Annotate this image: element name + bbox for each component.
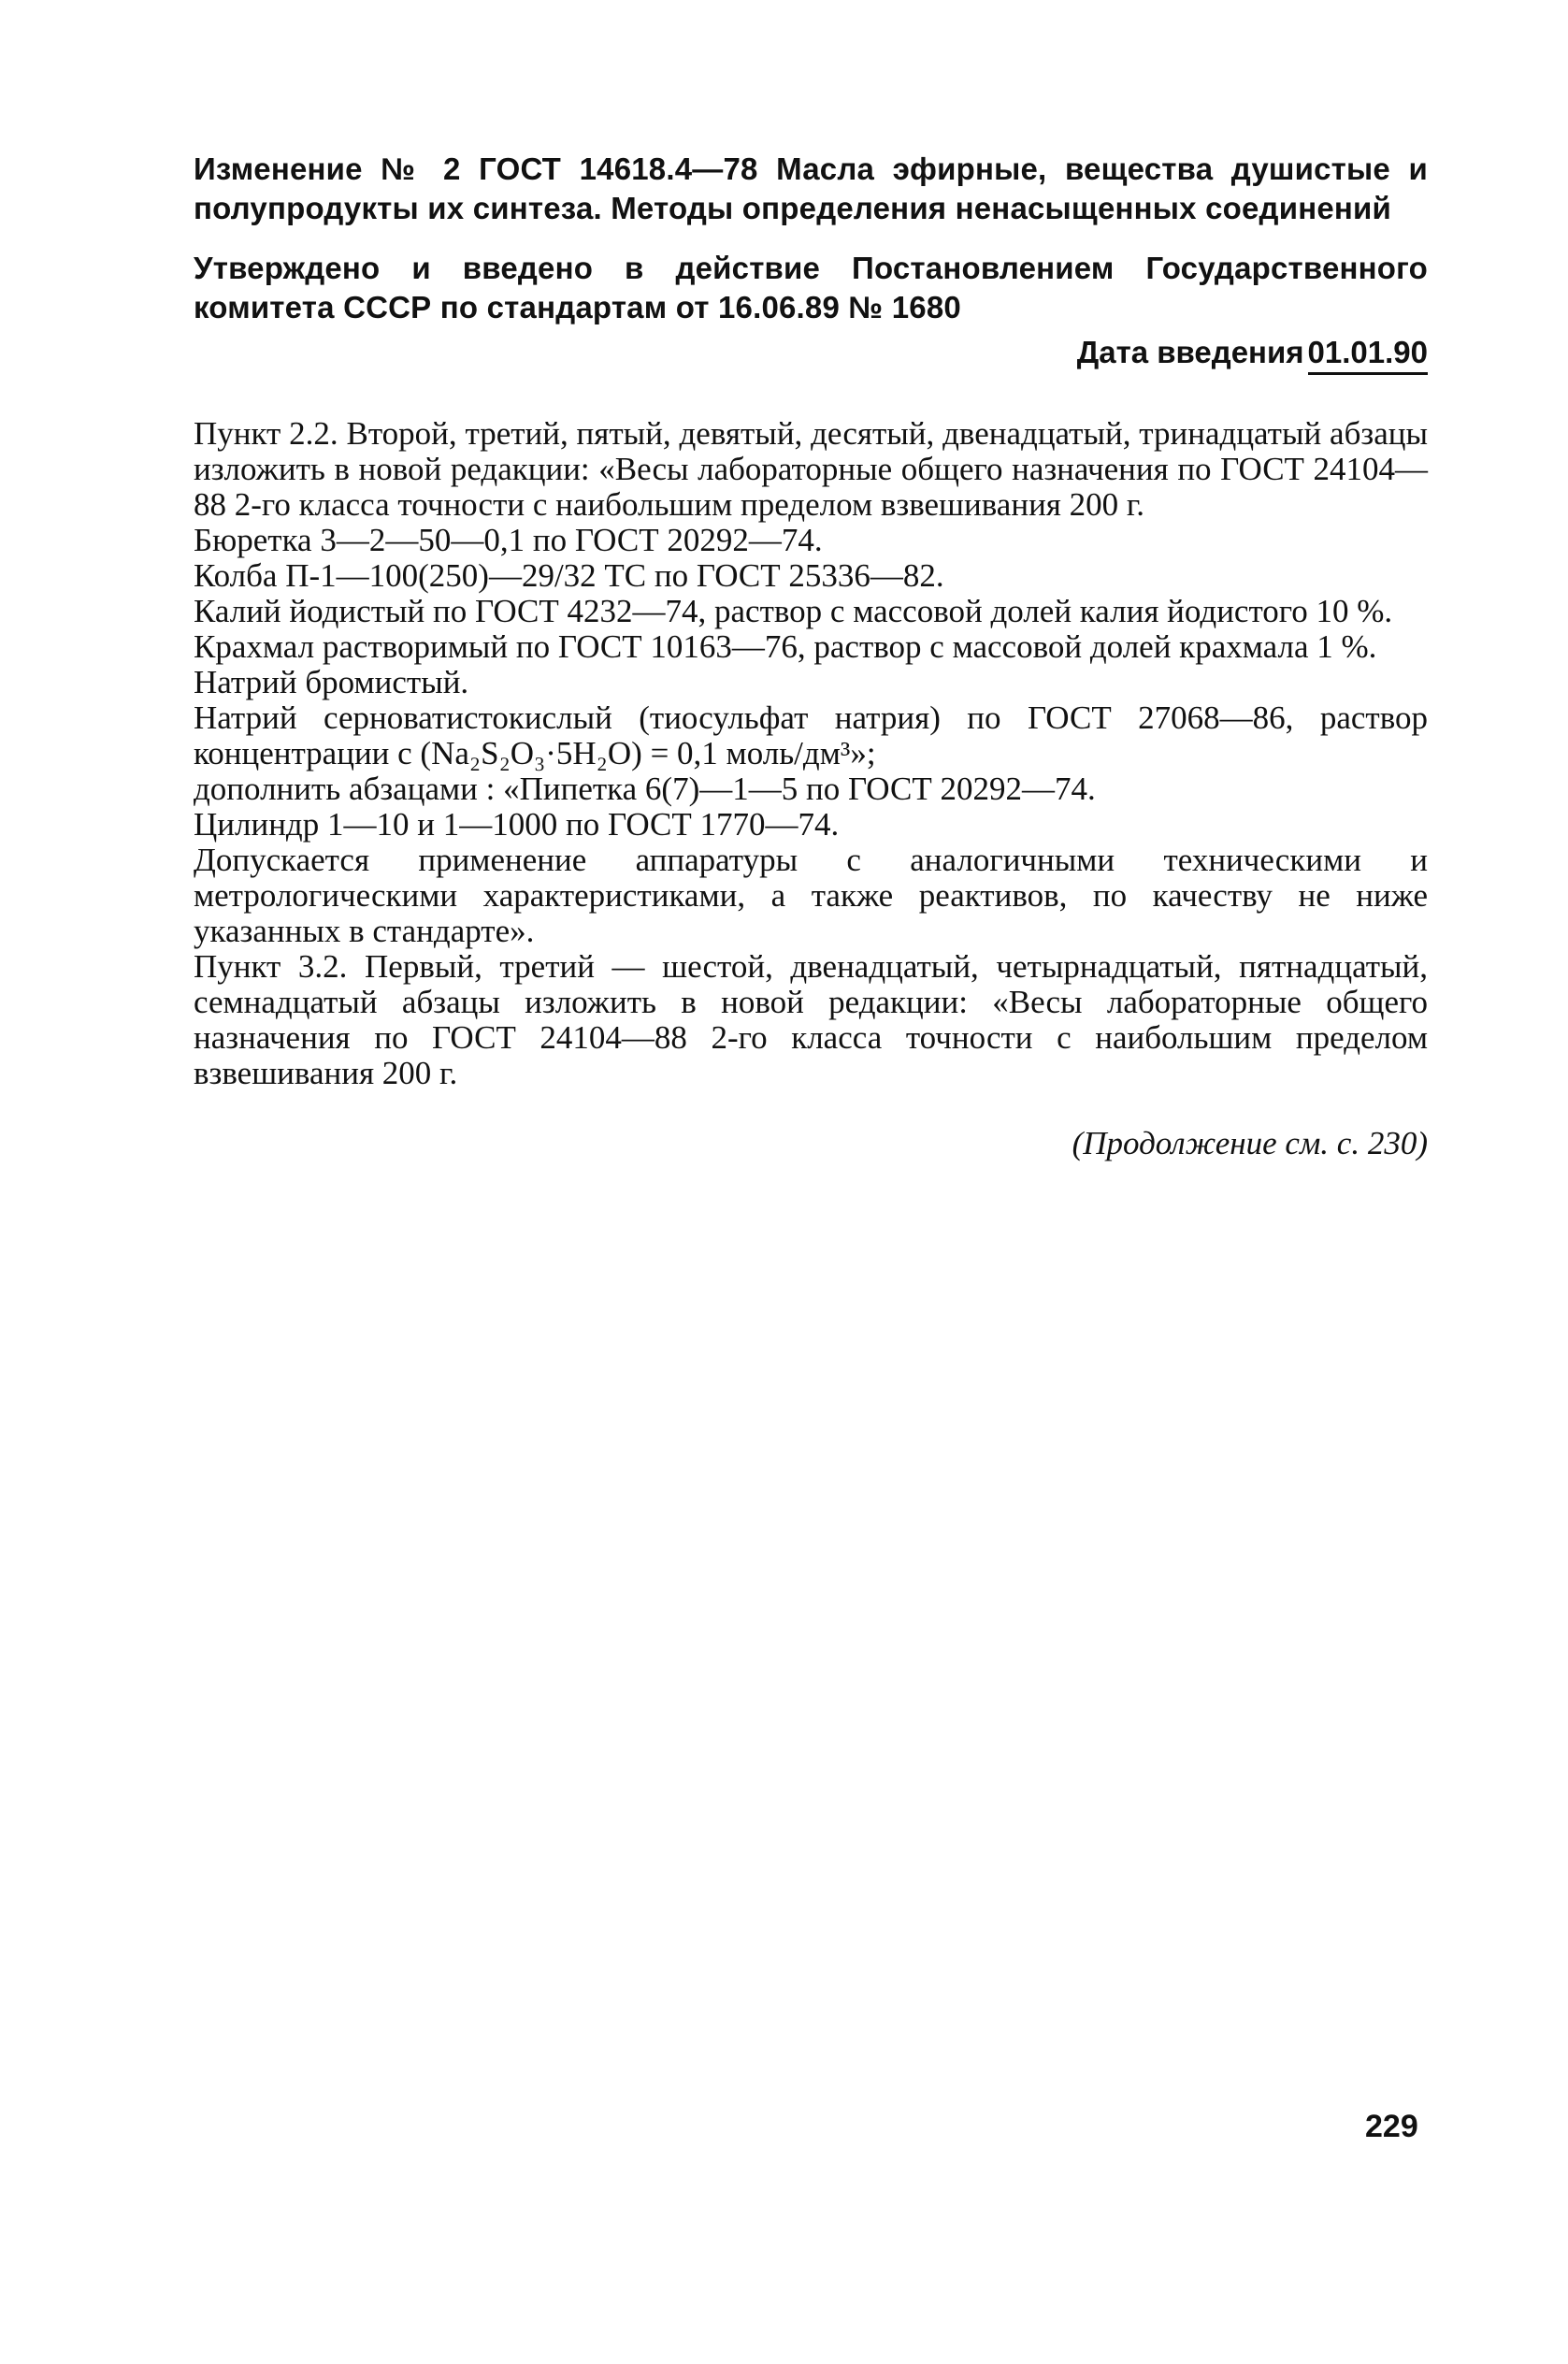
paragraph: Бюретка 3—2—50—0,1 по ГОСТ 20292—74.: [194, 522, 823, 558]
paragraph: Натрий серноватистокислый (тиосульфат натрия) по ГОСТ 27068—86, раствор концентрации c (Na₂S₂O₃·5H₂O) = 0,1 моль/дм³»;: [194, 699, 1428, 771]
paragraph: Натрий бромистый.: [194, 664, 469, 700]
document-page: [194, 150, 1428, 1162]
effective-date-value: 01.01.90: [1308, 335, 1428, 375]
paragraph: Пункт 3.2. Первый, третий — шестой, двенадцатый, четырнадцатый, пятнадцатый, семнадцатый абзацы изложить в новой редакции: «Весы лабораторные общего назначения по ГОСТ 24104—88 2-го класса точности с наибольшим пределом взвешивания 200 г.: [194, 948, 1428, 1091]
paragraph: дополнить абзацами : «Пипетка 6(7)—1—5 по ГОСТ 20292—74.: [194, 771, 1096, 807]
document-body: [194, 416, 1428, 1091]
effective-date-label: Дата введения: [1076, 335, 1304, 369]
page-number: 229: [1365, 2109, 1418, 2144]
paragraph: Цилиндр 1—10 и 1—1000 по ГОСТ 1770—74.: [194, 806, 840, 843]
effective-date-row: [194, 335, 1428, 375]
continuation-note: (Продолжение см. с. 230): [1072, 1125, 1428, 1161]
approval-statement: Утверждено и введено в действие Постановлением Государственного комитета СССР по стандартам от 16.06.89 № 1680: [194, 251, 1428, 324]
paragraph: Калий йодистый по ГОСТ 4232—74, раствор с массовой долей калия йодистого 10 %.: [194, 593, 1393, 629]
paragraph: Колба П-1—100(250)—29/32 ТС по ГОСТ 25336—82.: [194, 557, 944, 594]
paragraph: Пункт 2.2. Второй, третий, пятый, девятый, десятый, двенадцатый, тринадцатый абзацы изложить в новой редакции: «Весы лабораторные общего назначения по ГОСТ 24104—88 2-го класса точности с наибольшим пределом взвешивания 200 г.: [194, 415, 1428, 523]
document-header: [194, 150, 1428, 327]
paragraph: Допускается применение аппаратуры с аналогичными техническими и метрологическими характеристиками, а также реактивов, по качеству не ниже указанных в стандарте».: [194, 842, 1428, 949]
amendment-title: Изменение № 2 ГОСТ 14618.4—78 Масла эфирные, вещества душистые и полупродукты их синтеза. Методы определения ненасыщенных соединений: [194, 151, 1428, 225]
paragraph: Крахмал растворимый по ГОСТ 10163—76, раствор с массовой долей крахмала 1 %.: [194, 628, 1377, 665]
